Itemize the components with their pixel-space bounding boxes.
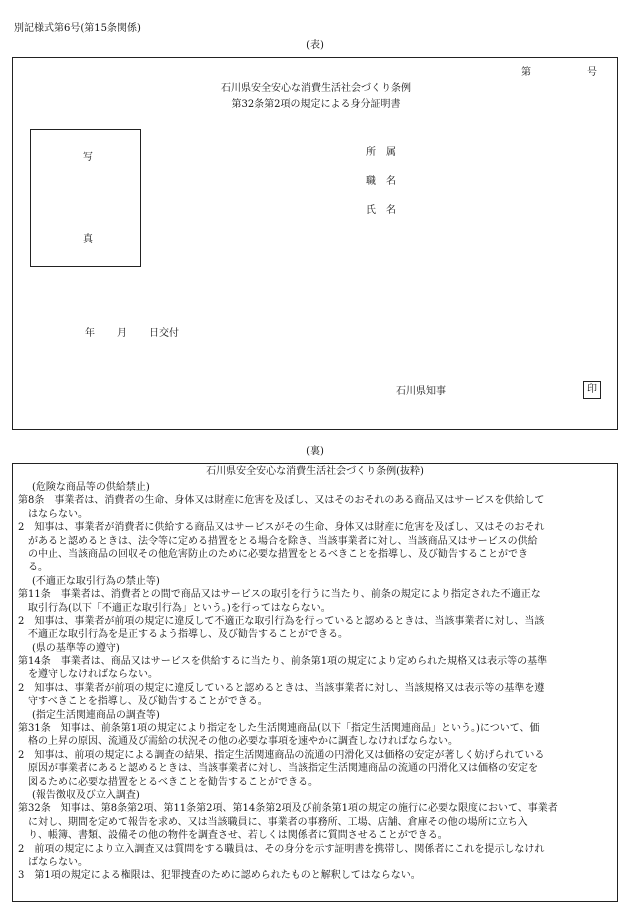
article-text-line: る。 <box>28 562 48 574</box>
ordinance-excerpt <box>18 481 618 883</box>
certificate-number-suffix: 号 <box>587 67 597 78</box>
photo-label-top: 写 <box>83 152 93 163</box>
certificate-title-line1: 石川県安全安心な消費生活社会づくり条例 <box>221 83 411 94</box>
article-heading: (危険な商品等の供給禁止) <box>32 482 150 493</box>
article-heading: (報告徴収及び立入調査) <box>32 789 140 801</box>
article-text-line: 第32条 知事は、第8条第2項、第11条第2項、第14条第2項及び前条第1項の規定の施行に必要な限度において、事業者 <box>18 803 558 815</box>
field-position-label: 職 名 <box>366 176 396 187</box>
article-text-line: 原因が事業者にあると認めるときは、当該事業者に対し、当該指定生活関連商品の流通の円滑化又は価格の安定を <box>28 763 538 775</box>
photo-box <box>30 129 141 267</box>
article-text-line: 2 知事は、事業者が前項の規定に違反していると認めるときは、当該事業者に対し、当該規格又は表示等の基準を遵 <box>18 682 545 694</box>
issue-month-label: 月 <box>117 328 127 339</box>
field-affiliation-label: 所 属 <box>366 147 396 158</box>
article-text-line: 取引行為(以下「不適正な取引行為」という。)を行ってはならない。 <box>28 602 331 614</box>
certificate-number-label: 第 <box>521 67 531 78</box>
article-text-line: 2 前項の規定により立入調査又は質問をする職員は、その身分を示す証明書を携帯し、関係者にこれを提示しなけれ <box>18 843 545 855</box>
form-header: 別記様式第6号(第15条関係) <box>14 23 141 34</box>
article-text-line: ばならない。 <box>28 856 88 868</box>
article-text-line: 2 知事は、前項の規定による調査の結果、指定生活関連商品の流通の円滑化又は価格の安定が著しく妨げられている <box>18 749 545 761</box>
article-text-line: 格の上昇の原因、流通及び需給の状況その他の必要な事項を速やかに調査しなければならない。 <box>28 736 458 748</box>
article-text-line: を遵守しなければならない。 <box>28 669 158 681</box>
article-text-line: 第14条 事業者は、商品又はサービスを供給するに当たり、前条第1項の規定により定められた規格又は表示等の基準 <box>18 656 548 668</box>
back-side-label: (裏) <box>306 446 324 457</box>
back-title: 石川県安全安心な消費生活社会づくり条例(抜粋) <box>206 466 424 477</box>
issue-year-label: 年 <box>85 328 95 339</box>
article-heading: (不適正な取引行為の禁止等) <box>32 575 160 587</box>
certificate-title-line2: 第32条第2項の規定による身分証明書 <box>231 99 401 110</box>
issuer-label: 石川県知事 <box>396 386 446 397</box>
front-side-label: (表) <box>306 40 324 51</box>
seal-stamp: 印 <box>583 381 601 399</box>
article-text-line: 第31条 知事は、前条第1項の規定により指定をした生活関連商品(以下「指定生活関連商品」という。)について、価 <box>18 723 540 735</box>
article-text-line: 不適正な取引行為を是正するよう指導し、及び勧告することができる。 <box>28 629 348 641</box>
front-card <box>12 57 618 430</box>
article-heading: (指定生活関連商品の調査等) <box>32 709 160 721</box>
article-text-line: 2 知事は、事業者が消費者に供給する商品又はサービスがその生命、身体又は財産に危害を及ぼし、又はそのおそれ <box>18 522 545 534</box>
photo-label-bottom: 真 <box>83 234 93 245</box>
article-text-line: があると認めるときは、法令等に定める措置をとる場合を除き、当該事業者に対し、当該商品又はサービスの供給 <box>28 535 538 547</box>
field-name-label: 氏 名 <box>366 205 396 216</box>
article-text-line: 守すべきことを指導し、及び勧告することができる。 <box>28 696 268 708</box>
article-text-line: の中止、当該商品の回収その他危害防止のために必要な措置をとるべきことを指導し、及び勧告することができ <box>28 548 528 560</box>
article-text-line: り、帳簿、書類、設備その他の物件を調査させ、若しくは関係者に質問させることができる。 <box>28 830 448 842</box>
article-text-line: 図るために必要な措置をとるべきことを勧告することができる。 <box>28 776 318 788</box>
article-text-line: はならない。 <box>28 508 88 520</box>
article-heading: (県の基準等の遵守) <box>32 642 120 654</box>
article-text-line: 2 知事は、事業者が前項の規定に違反して不適正な取引行為を行っていると認めるときは、当該事業者に対し、当該 <box>18 615 545 627</box>
article-text-line: に対し、期間を定めて報告を求め、又は当該職員に、事業者の事務所、工場、店舗、倉庫その他の場所に立ち入 <box>28 816 528 828</box>
article-text-line: 第11条 事業者は、消費者との間で商品又はサービスの取引を行うに当たり、前条の規定により指定された不適正な <box>18 589 541 601</box>
issue-day-label: 日交付 <box>149 328 179 339</box>
article-text-line: 第8条 事業者は、消費者の生命、身体又は財産に危害を及ぼし、又はそのおそれのある商品又はサービスを供給して <box>18 495 545 507</box>
article-text-line: 3 第1項の規定による権限は、犯罪捜査のために認められたものと解釈してはならない。 <box>18 870 421 882</box>
